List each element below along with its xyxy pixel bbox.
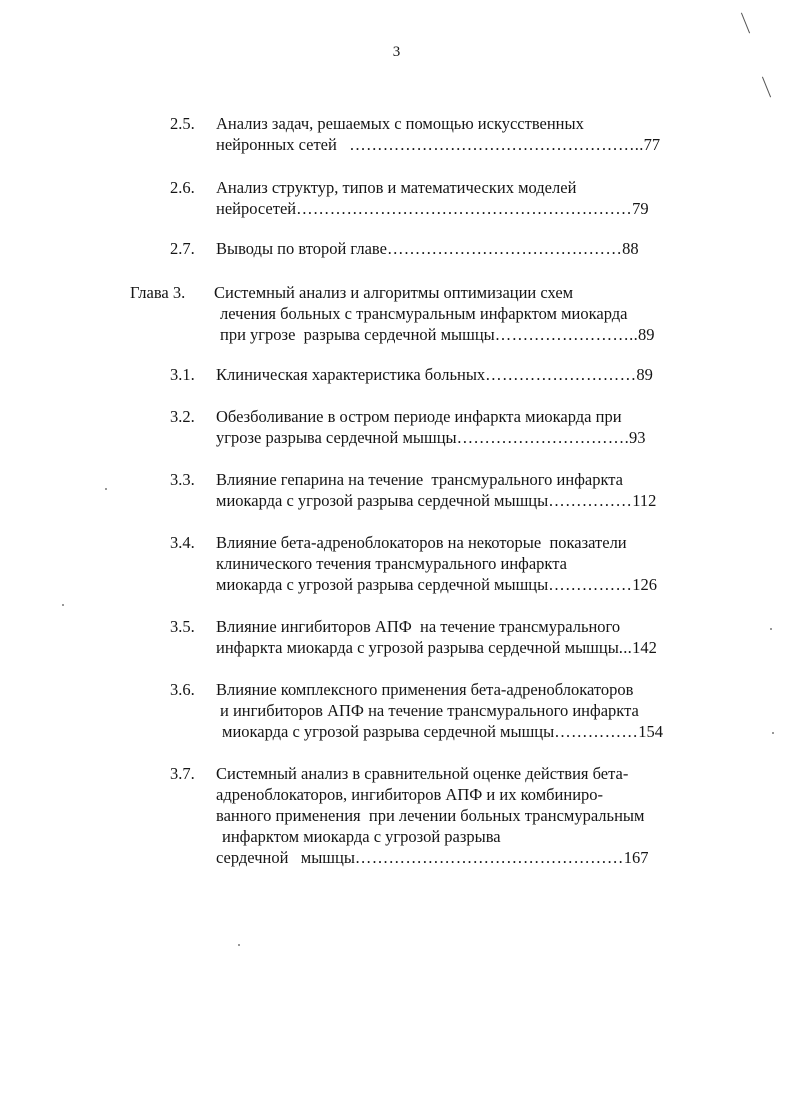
toc-entry-title: [216, 238, 639, 259]
toc-entry-line-text: Влияние бета-адреноблокаторов на некоторые показатели: [216, 533, 627, 552]
toc-entry-line-text: клинического течения трансмурального инфаркта: [216, 554, 567, 573]
toc-page-ref: 112: [632, 491, 657, 510]
toc-entry-line: [216, 616, 657, 637]
toc-entry-number: 2.7.: [170, 239, 195, 258]
toc-entry-line-text: и ингибиторов АПФ на течение трансмурального инфаркта: [220, 701, 639, 720]
toc-dot-leader: ………………………: [485, 365, 637, 384]
toc-entry-line: [216, 532, 657, 553]
toc-entry-line: [216, 784, 648, 805]
toc-page-ref: 142: [632, 638, 657, 657]
scan-dot: [772, 732, 774, 734]
toc-entry-number: 3.6.: [170, 680, 195, 699]
toc-page-ref: 89: [638, 325, 655, 344]
toc-entry-line-text: Влияние гепарина на течение трансмурального инфаркта: [216, 470, 623, 489]
toc-entry-line: [216, 637, 657, 658]
toc-entry-line: [216, 826, 648, 847]
toc-entry-line-text: Анализ задач, решаемых с помощью искусственных: [216, 114, 584, 133]
toc-entry-number: 3.1.: [170, 365, 195, 384]
toc-entry-number: Глава 3.: [130, 283, 186, 302]
toc-entry-line-text: миокарда с угрозой разрыва сердечной мышцы: [216, 491, 549, 510]
toc-entry-number: 3.3.: [170, 470, 195, 489]
scan-mark: [741, 13, 750, 34]
toc-dot-leader: ...: [618, 638, 633, 657]
toc-page-ref: 93: [629, 428, 646, 447]
toc-entry-line-text: инфарктом миокарда с угрозой разрыва: [222, 827, 501, 846]
toc-page-ref: 89: [636, 365, 653, 384]
toc-dot-leader: ……………………..: [494, 325, 639, 344]
toc-entry-line: [216, 427, 646, 448]
toc-entry-line-text: миокарда с угрозой разрыва сердечной мышцы: [222, 722, 555, 741]
toc-entry-line-text: при угрозе разрыва сердечной мышцы: [220, 325, 495, 344]
toc-entry-line-text: сердечной мышцы: [216, 848, 355, 867]
toc-entry-line-text: Системный анализ и алгоритмы оптимизации схем: [214, 283, 574, 302]
toc-entry-number: 2.6.: [170, 178, 195, 197]
toc-entry-line: [214, 282, 655, 303]
toc-entry-line: [216, 721, 663, 742]
toc-entry-line: [216, 177, 649, 198]
toc-entry-line-text: инфаркта миокарда с угрозой разрыва сердечной мышцы: [216, 638, 619, 657]
toc-entry-line: [216, 406, 646, 427]
toc-entry-title: [214, 282, 655, 345]
toc-entry-line: [216, 763, 648, 784]
toc-entry-line: [216, 700, 663, 721]
toc-dot-leader: …………………………………………: [354, 848, 624, 867]
toc-entry-line: [214, 324, 655, 345]
toc-page-ref: 154: [638, 722, 663, 741]
toc-entry-title: [216, 616, 657, 658]
toc-entry-line-text: Анализ структур, типов и математических моделей: [216, 178, 577, 197]
toc-entry-line-text: лечения больных с трансмуральным инфарктом миокарда: [220, 304, 628, 323]
toc-entry-title: [216, 113, 660, 155]
toc-entry-line-text: ванного применения при лечении больных трансмуральным: [216, 806, 645, 825]
toc-entry-line-text: Выводы по второй главе: [216, 239, 387, 258]
toc-entry-title: [216, 364, 653, 385]
page-number: 3: [392, 44, 401, 60]
toc-entry-number: 2.5.: [170, 114, 195, 133]
toc-entry-line: [216, 238, 639, 259]
scan-dot: [62, 604, 64, 606]
toc-entry-line: [214, 303, 655, 324]
toc-dot-leader: ……………………………………: [386, 239, 623, 258]
toc-dot-leader: ………………………….: [456, 428, 630, 447]
toc-entry-line: [216, 490, 656, 511]
toc-entry-number: 3.5.: [170, 617, 195, 636]
toc-entry-line-text: угрозе разрыва сердечной мышцы: [216, 428, 457, 447]
toc-entry-line-text: Обезболивание в остром периоде инфаркта миокарда при: [216, 407, 622, 426]
toc-entry-line: [216, 113, 660, 134]
toc-entry-line-text: Влияние комплексного применения бета-адреноблокаторов: [216, 680, 634, 699]
toc-entry-title: [216, 763, 648, 868]
toc-entry-line: [216, 364, 653, 385]
toc-entry-line-text: миокарда с угрозой разрыва сердечной мышцы: [216, 575, 549, 594]
toc-entry-line-text: Влияние ингибиторов АПФ на течение трансмурального: [216, 617, 621, 636]
toc-page-ref: 79: [632, 199, 649, 218]
toc-entry-line-text: Клиническая характеристика больных: [216, 365, 486, 384]
toc-entry-line: [216, 553, 657, 574]
scan-dot: [105, 488, 107, 490]
toc-entry-line-text: Системный анализ в сравнительной оценке действия бета-: [216, 764, 629, 783]
toc-entry-title: [216, 406, 646, 448]
toc-entry-line: [216, 805, 648, 826]
scan-dot: [238, 944, 240, 946]
toc-dot-leader: ……………: [548, 575, 633, 594]
toc-entry-title: [216, 177, 649, 219]
scan-mark: [762, 77, 771, 98]
toc-entry-line: [216, 134, 660, 155]
toc-entry-line: [216, 574, 657, 595]
toc-entry-title: [216, 532, 657, 595]
toc-page-ref: 167: [623, 848, 649, 867]
toc-page-ref: 77: [643, 135, 661, 154]
toc-dot-leader: ……………: [548, 491, 633, 510]
scan-dot: [770, 628, 772, 630]
toc-entry-number: 3.4.: [170, 533, 195, 552]
toc-page-ref: 126: [632, 575, 657, 594]
toc-entry-title: [216, 469, 656, 511]
toc-entry-number: 3.7.: [170, 764, 195, 783]
toc-entry-title: [216, 679, 663, 742]
toc-entry-line-text: нейронных сетей: [216, 135, 350, 154]
toc-entry-line-text: адреноблокаторов, ингибиторов АПФ и их комбиниро-: [216, 785, 604, 804]
toc-entry-number: 3.2.: [170, 407, 195, 426]
toc-page-ref: 88: [622, 239, 639, 258]
toc-entry-line: [216, 198, 649, 219]
toc-entry-line: [216, 847, 648, 868]
toc-entry-line: [216, 469, 656, 490]
toc-dot-leader: ……………: [554, 722, 639, 741]
toc-dot-leader: ……………………………………………..: [349, 135, 644, 154]
toc-entry-line-text: нейросетей: [216, 199, 297, 218]
toc-dot-leader: ……………………………………………………: [296, 199, 633, 218]
toc-entry-line: [216, 679, 663, 700]
